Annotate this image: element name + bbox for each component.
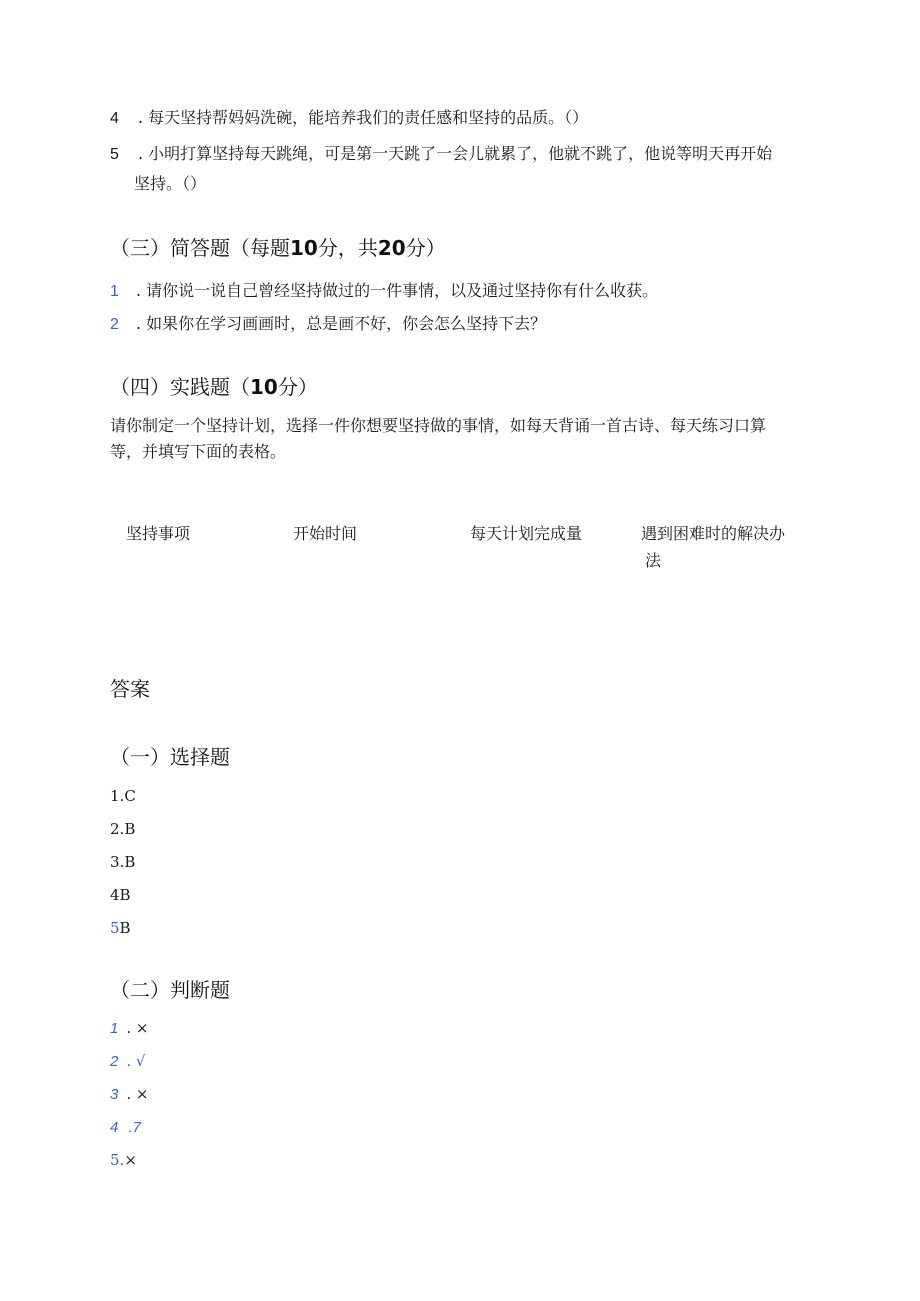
question-item xyxy=(110,281,658,302)
question-text-continued: 坚持。（） xyxy=(134,174,207,193)
section-heading: （三）简答题（每题10分，共20分） xyxy=(110,236,446,260)
paragraph-line: 等，并填写下面的表格。 xyxy=(110,442,287,461)
question-item xyxy=(110,108,588,129)
question-number: 2 xyxy=(110,316,119,333)
answer-item: 5B xyxy=(110,919,131,937)
section-heading: （一）选择题 xyxy=(110,745,230,769)
paragraph-line: 请你制定一个坚持计划，选择一件你想要坚持做的事情，如每天背诵一首古诗、每天练习口算 xyxy=(110,416,767,435)
table-header-cell: 开始时间 xyxy=(293,524,358,543)
question-number: 4 xyxy=(110,110,119,127)
question-item xyxy=(110,314,546,335)
question-text: . 小明打算坚持每天跳绳，可是第一天跳了一会儿就累了，他就不跳了，他说等明天再开始 xyxy=(138,144,773,163)
answer-item: 2 . √ xyxy=(110,1052,146,1070)
answers-title: 答案 xyxy=(110,677,150,701)
answer-item: 4 .7 xyxy=(110,1119,142,1136)
answer-item: 3.B xyxy=(110,853,136,871)
section-heading: （二）判断题 xyxy=(110,978,230,1002)
question-number: 5 xyxy=(110,146,119,163)
answer-item: 1.C xyxy=(110,787,136,805)
question-item xyxy=(110,144,772,165)
question-number: 1 xyxy=(110,283,119,300)
answer-item: 2.B xyxy=(110,820,136,838)
table-header-cell: 每天计划完成量 xyxy=(470,524,583,543)
answer-item: 1 . × xyxy=(110,1019,149,1037)
question-text: . 如果你在学习画画时，总是画不好，你会怎么坚持下去？ xyxy=(136,314,547,333)
answer-item: 5.× xyxy=(110,1151,137,1169)
table-header-cell: 遇到困难时的解决办 xyxy=(641,524,786,543)
question-text: . 请你说一说自己曾经坚持做过的一件事情，以及通过坚持你有什么收获。 xyxy=(136,281,659,300)
answer-item: 3 . × xyxy=(110,1085,149,1103)
table-header-cell: 坚持事项 xyxy=(126,524,191,543)
table-header-cell-continued: 法 xyxy=(645,551,662,570)
section-heading: （四）实践题（10分） xyxy=(110,375,318,399)
answer-item: 4B xyxy=(110,886,131,904)
question-text: . 每天坚持帮妈妈洗碗，能培养我们的责任感和坚持的品质。（） xyxy=(138,108,589,127)
